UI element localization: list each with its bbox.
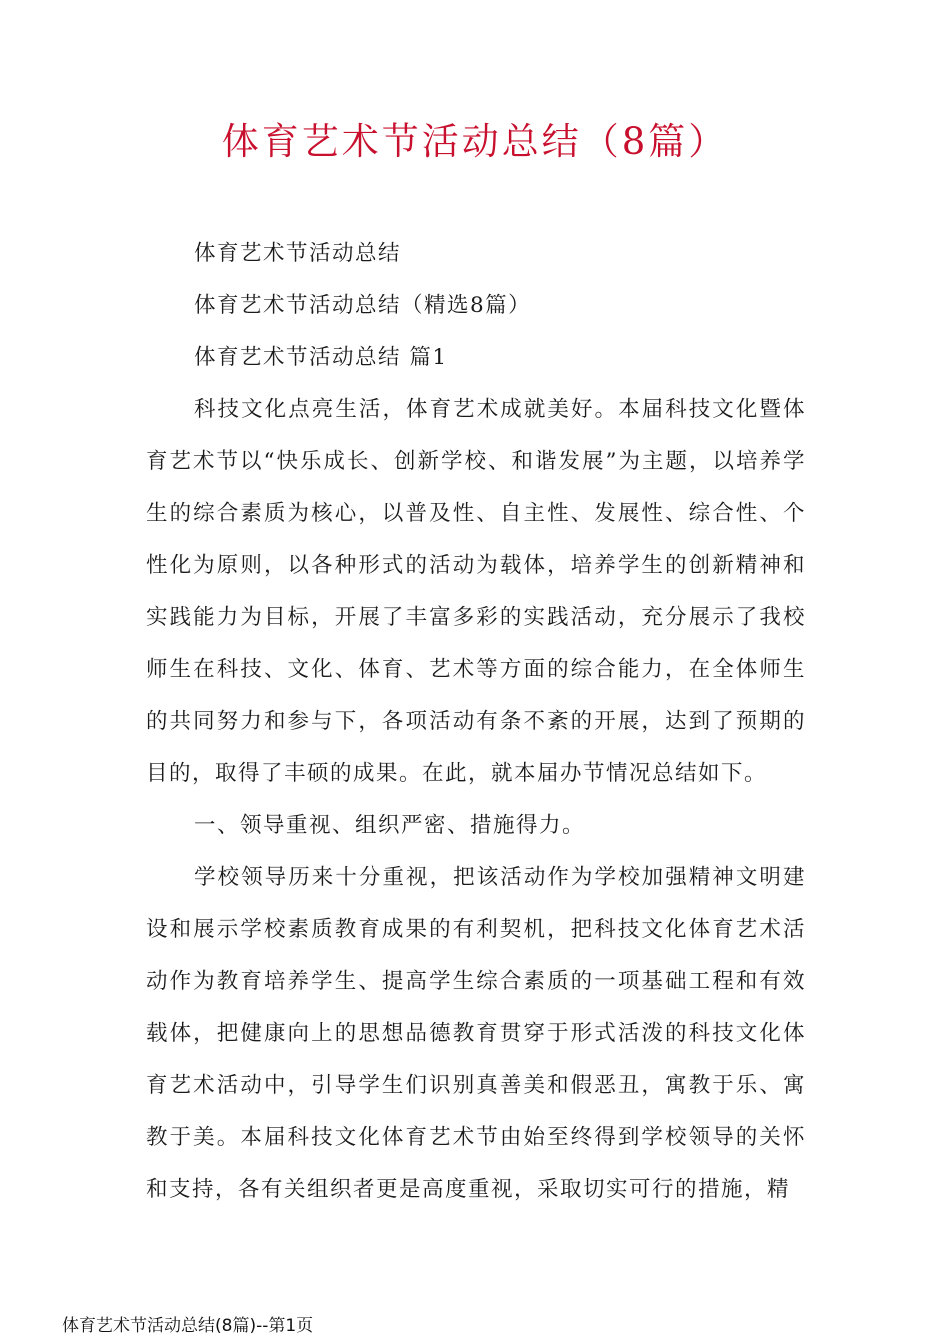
paragraph-section-label: 体育艺术节活动总结 篇1: [194, 345, 448, 370]
paragraph-body: 学校领导历来十分重视，把该活动作为学校加强精神文明建设和展示学校素质教育成果的有利契机，把科技文化体育艺术活动作为教育培养学生、提高学生综合素质的一项基础工程和有效载体，把健康向上的思想品德教育贯穿于形式活泼的科技文化体育艺术活动中，引导学生们识别真善美和假恶丑，寓教于乐、寓教于美。本届科技文化体育艺术节由始至终得到学校领导的关怀和支持，各有关组织者更是高度重视，采取切实可行的措施，精: [146, 865, 806, 1202]
page-footer: 体育艺术节活动总结(8篇)--第1页: [62, 1316, 314, 1336]
paragraph-section-heading: 一、领导重视、组织严密、措施得力。: [194, 813, 586, 838]
paragraph-heading: 体育艺术节活动总结: [194, 241, 402, 266]
document-title: 体育艺术节活动总结（8篇）: [221, 120, 729, 163]
document-body: [146, 228, 806, 1216]
paragraph-intro: 科技文化点亮生活，体育艺术成就美好。本届科技文化暨体育艺术节以“快乐成长、创新学校、和谐发展”为主题，以培养学生的综合素质为核心，以普及性、自主性、发展性、综合性、个性化为原则，以各种形式的活动为载体，培养学生的创新精神和实践能力为目标，开展了丰富多彩的实践活动，充分展示了我校师生在科技、文化、体育、艺术等方面的综合能力，在全体师生的共同努力和参与下，各项活动有条不紊的开展，达到了预期的目的，取得了丰硕的成果。在此，就本届办节情况总结如下。: [146, 397, 806, 786]
paragraph-subtitle: 体育艺术节活动总结（精选8篇）: [194, 293, 532, 318]
